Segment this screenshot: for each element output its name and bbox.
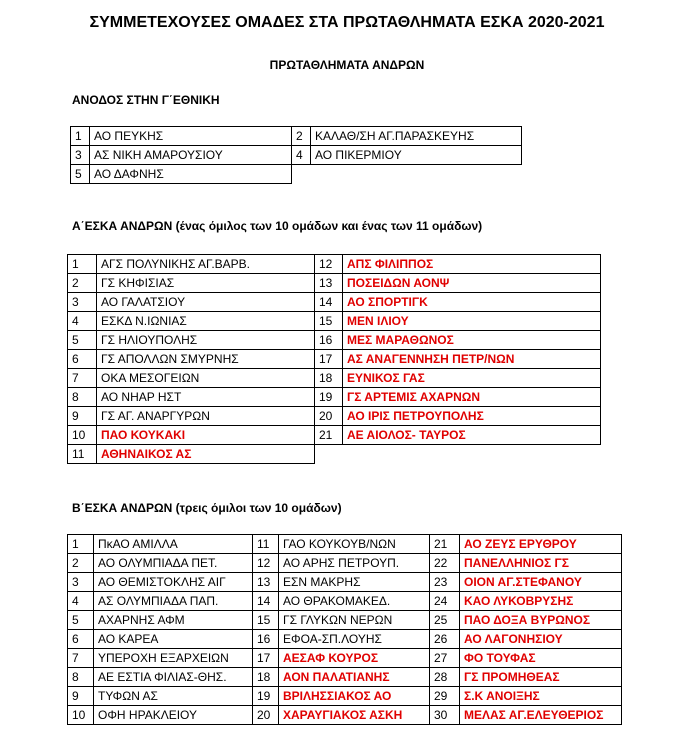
team-name: ΜΕΛΑΣ ΑΓ.ΕΛΕΥΘΕΡΙΟΣ [460,706,622,725]
table-row [68,350,601,369]
team-number: 11 [253,535,279,554]
table-row [68,554,622,573]
team-name: ΠΑΝΕΛΛΗΝΙΟΣ ΓΣ [460,554,622,573]
team-number: 13 [253,573,279,592]
team-number: 29 [430,687,460,706]
team-number: 19 [315,388,343,407]
team-name: ΕΥΝΙΚΟΣ ΓΑΣ [343,369,601,388]
table-row [68,426,601,445]
team-number: 16 [315,331,343,350]
team-name: ΑΟ ΚΑΡΕΑ [94,630,253,649]
team-name: Σ.Κ ΑΝΟΙΞΗΣ [460,687,622,706]
team-name: ΤΥΦΩΝ ΑΣ [94,687,253,706]
team-name: ΦΟ ΤΟΥΦΑΣ [460,649,622,668]
team-name: ΜΕΣ ΜΑΡΑΘΩΝΟΣ [343,331,601,350]
team-number: 9 [68,687,94,706]
team-name: ΑΕ ΑΙΟΛΟΣ- ΤΑΥΡΟΣ [343,426,601,445]
team-number: 22 [430,554,460,573]
team-name: ΑΟ ΑΡΗΣ ΠΕΤΡΟΥΠ. [279,554,430,573]
team-number: 1 [68,255,97,274]
team-name: ΠΑΟ ΔΟΞΑ ΒΥΡΩΝΟΣ [460,611,622,630]
team-number: 7 [68,649,94,668]
team-name: ΓΑΟ ΚΟΥΚΟΥΒ/ΝΩΝ [279,535,430,554]
team-number: 28 [430,668,460,687]
team-name: ΑΟ ΛΑΓΟΝΗΣΙΟΥ [460,630,622,649]
team-name: ΑΟ ΔΑΦΝΗΣ [90,165,292,184]
team-number: 13 [315,274,343,293]
table-row [68,649,622,668]
team-number: 3 [71,146,90,165]
team-number: 17 [253,649,279,668]
team-number: 4 [68,592,94,611]
team-number: 10 [68,706,94,725]
team-name: ΑΟΝ ΠΑΛΑΤΙΑΝΗΣ [279,668,430,687]
table-row [71,165,522,184]
table-row [71,146,522,165]
team-name: ΓΣ ΑΡΤΕΜΙΣ ΑΧΑΡΝΩΝ [343,388,601,407]
team-number: 14 [253,592,279,611]
team-number: 18 [253,668,279,687]
team-name: ΓΣ ΑΓ. ΑΝΑΡΓΥΡΩΝ [97,407,315,426]
team-number: 2 [68,554,94,573]
team-name: ΑΣ ΑΝΑΓΕΝΝΗΣΗ ΠΕΤΡ/ΝΩΝ [343,350,601,369]
team-number: 5 [68,331,97,350]
team-number: 30 [430,706,460,725]
team-name: ΑΕ ΕΣΤΙΑ ΦΙΛΙΑΣ-ΘΗΣ. [94,668,253,687]
team-name: ΕΦΟΑ-ΣΠ.ΛΟΥΗΣ [279,630,430,649]
team-number: 15 [315,312,343,331]
table-row [68,407,601,426]
team-number: 1 [71,127,90,146]
team-name: ΟΦΗ ΗΡΑΚΛΕΙΟΥ [94,706,253,725]
team-number: 23 [430,573,460,592]
team-name: ΓΣ ΑΠΟΛΛΩΝ ΣΜΥΡΝΗΣ [97,350,315,369]
team-number: 16 [253,630,279,649]
team-name: ΑΟ ΣΠΟΡΤΙΓΚ [343,293,601,312]
team-name: ΑΟ ΠΕΥΚΗΣ [90,127,292,146]
team-number: 17 [315,350,343,369]
team-number: 4 [68,312,97,331]
table-row [68,369,601,388]
team-name: ΓΣ ΗΛΙΟΥΠΟΛΗΣ [97,331,315,350]
empty-cell [292,165,311,184]
team-number: 2 [68,274,97,293]
section-heading-a-eska: Α΄ΕΣΚΑ ΑΝΔΡΩΝ (ένας όμιλος των 10 ομάδων και ένας των 11 ομάδων) [72,219,483,233]
team-number: 26 [430,630,460,649]
team-name: ΑΟ ΟΛΥΜΠΙΑΔΑ ΠΕΤ. [94,554,253,573]
b-eska-teams-table [67,534,622,725]
table-row [68,331,601,350]
team-name: ΑΕΣΑΦ ΚΟΥΡΟΣ [279,649,430,668]
team-name: ΜΕΝ ΙΛΙΟΥ [343,312,601,331]
team-name: ΟΙΟΝ ΑΓ.ΣΤΕΦΑΝΟΥ [460,573,622,592]
section-heading-promotion: ΑΝΟΔΟΣ ΣΤΗΝ Γ΄ΕΘΝΙΚΗ [72,93,220,107]
table-row [71,127,522,146]
team-number: 8 [68,668,94,687]
empty-cell [315,445,343,464]
team-name: ΟΚΑ ΜΕΣΟΓΕΙΩΝ [97,369,315,388]
team-name: ΠΟΣΕΙΔΩΝ ΑΟΝΨ [343,274,601,293]
team-number: 3 [68,573,94,592]
table-row [68,592,622,611]
team-name: ΓΣ ΚΗΦΙΣΙΑΣ [97,274,315,293]
table-row [68,630,622,649]
team-name: ΑΣ ΟΛΥΜΠΙΑΔΑ ΠΑΠ. [94,592,253,611]
table-row [68,312,601,331]
team-number: 8 [68,388,97,407]
team-name: ΑΟ ΝΗΑΡ ΗΣΤ [97,388,315,407]
team-name: ΕΣΝ ΜΑΚΡΗΣ [279,573,430,592]
team-name: ΑΣ ΝΙΚΗ ΑΜΑΡΟΥΣΙΟΥ [90,146,292,165]
team-name: ΓΣ ΠΡΟΜΗΘΕΑΣ [460,668,622,687]
team-number: 20 [315,407,343,426]
team-name: ΑΘΗΝΑΙΚΟΣ ΑΣ [97,445,315,464]
team-name: ΧΑΡΑΥΓΙΑΚΟΣ ΑΣΚΗ [279,706,430,725]
table-row [68,668,622,687]
team-number: 2 [292,127,311,146]
team-name: ΑΟ ΙΡΙΣ ΠΕΤΡΟΥΠΟΛΗΣ [343,407,601,426]
table-row [68,535,622,554]
team-number: 20 [253,706,279,725]
team-number: 24 [430,592,460,611]
team-number: 6 [68,350,97,369]
team-name: ΑΟ ΓΑΛΑΤΣΙΟΥ [97,293,315,312]
table-row [68,445,601,464]
team-name: ΑΓΣ ΠΟΛΥΝΙΚΗΣ ΑΓ.ΒΑΡΒ. [97,255,315,274]
team-name: ΑΟ ΘΕΜΙΣΤΟΚΛΗΣ ΑΙΓ [94,573,253,592]
team-number: 14 [315,293,343,312]
team-name: ΠΑΟ ΚΟΥΚΑΚΙ [97,426,315,445]
team-name: ΓΣ ΓΛΥΚΩΝ ΝΕΡΩΝ [279,611,430,630]
team-number: 9 [68,407,97,426]
table-row [68,274,601,293]
document-subtitle: ΠΡΩΤΑΘΛΗΜΑΤΑ ΑΝΔΡΩΝ [269,58,425,72]
team-number: 6 [68,630,94,649]
team-number: 25 [430,611,460,630]
document-title: ΣΥΜΜΕΤΕΧΟΥΣΕΣ ΟΜΑΔΕΣ ΣΤΑ ΠΡΩΤΑΘΛΗΜΑΤΑ ΕΣΚΑ 2020-2021 [89,14,605,31]
team-name: ΚΑΟ ΛΥΚΟΒΡΥΣΗΣ [460,592,622,611]
table-row [68,687,622,706]
team-number: 11 [68,445,97,464]
a-eska-teams-table [67,254,601,464]
empty-cell [343,445,601,464]
team-number: 27 [430,649,460,668]
team-number: 3 [68,293,97,312]
team-number: 5 [68,611,94,630]
team-number: 19 [253,687,279,706]
team-number: 10 [68,426,97,445]
team-number: 21 [430,535,460,554]
table-row [68,388,601,407]
empty-cell [311,165,522,184]
team-number: 21 [315,426,343,445]
team-number: 7 [68,369,97,388]
table-row [68,706,622,725]
team-number: 18 [315,369,343,388]
team-name: ΥΠΕΡΟΧΗ ΕΞΑΡΧΕΙΩΝ [94,649,253,668]
team-name: ΑΠΣ ΦΙΛΙΠΠΟΣ [343,255,601,274]
section-heading-b-eska: Β΄ΕΣΚΑ ΑΝΔΡΩΝ (τρεις όμιλοι των 10 ομάδων) [72,501,342,515]
team-name: ΑΟ ΠΙΚΕΡΜΙΟΥ [311,146,522,165]
team-number: 4 [292,146,311,165]
team-number: 12 [253,554,279,573]
table-row [68,611,622,630]
table-row [68,255,601,274]
table-row [68,293,601,312]
team-name: ΠκΑΟ ΑΜΙΛΛΑ [94,535,253,554]
team-name: ΑΟ ΘΡΑΚΟΜΑΚΕΔ. [279,592,430,611]
team-name: ΒΡΙΛΗΣΣΙΑΚΟΣ ΑΟ [279,687,430,706]
team-name: ΑΧΑΡΝΗΣ ΑΦΜ [94,611,253,630]
team-number: 5 [71,165,90,184]
promotion-teams-table [70,126,522,184]
table-row [68,573,622,592]
team-name: ΚΑΛΑΘ/ΣΗ ΑΓ.ΠΑΡΑΣΚΕΥΗΣ [311,127,522,146]
team-number: 15 [253,611,279,630]
team-name: ΕΣΚΔ Ν.ΙΩΝΙΑΣ [97,312,315,331]
team-number: 1 [68,535,94,554]
team-name: ΑΟ ΖΕΥΣ ΕΡΥΘΡΟΥ [460,535,622,554]
team-number: 12 [315,255,343,274]
